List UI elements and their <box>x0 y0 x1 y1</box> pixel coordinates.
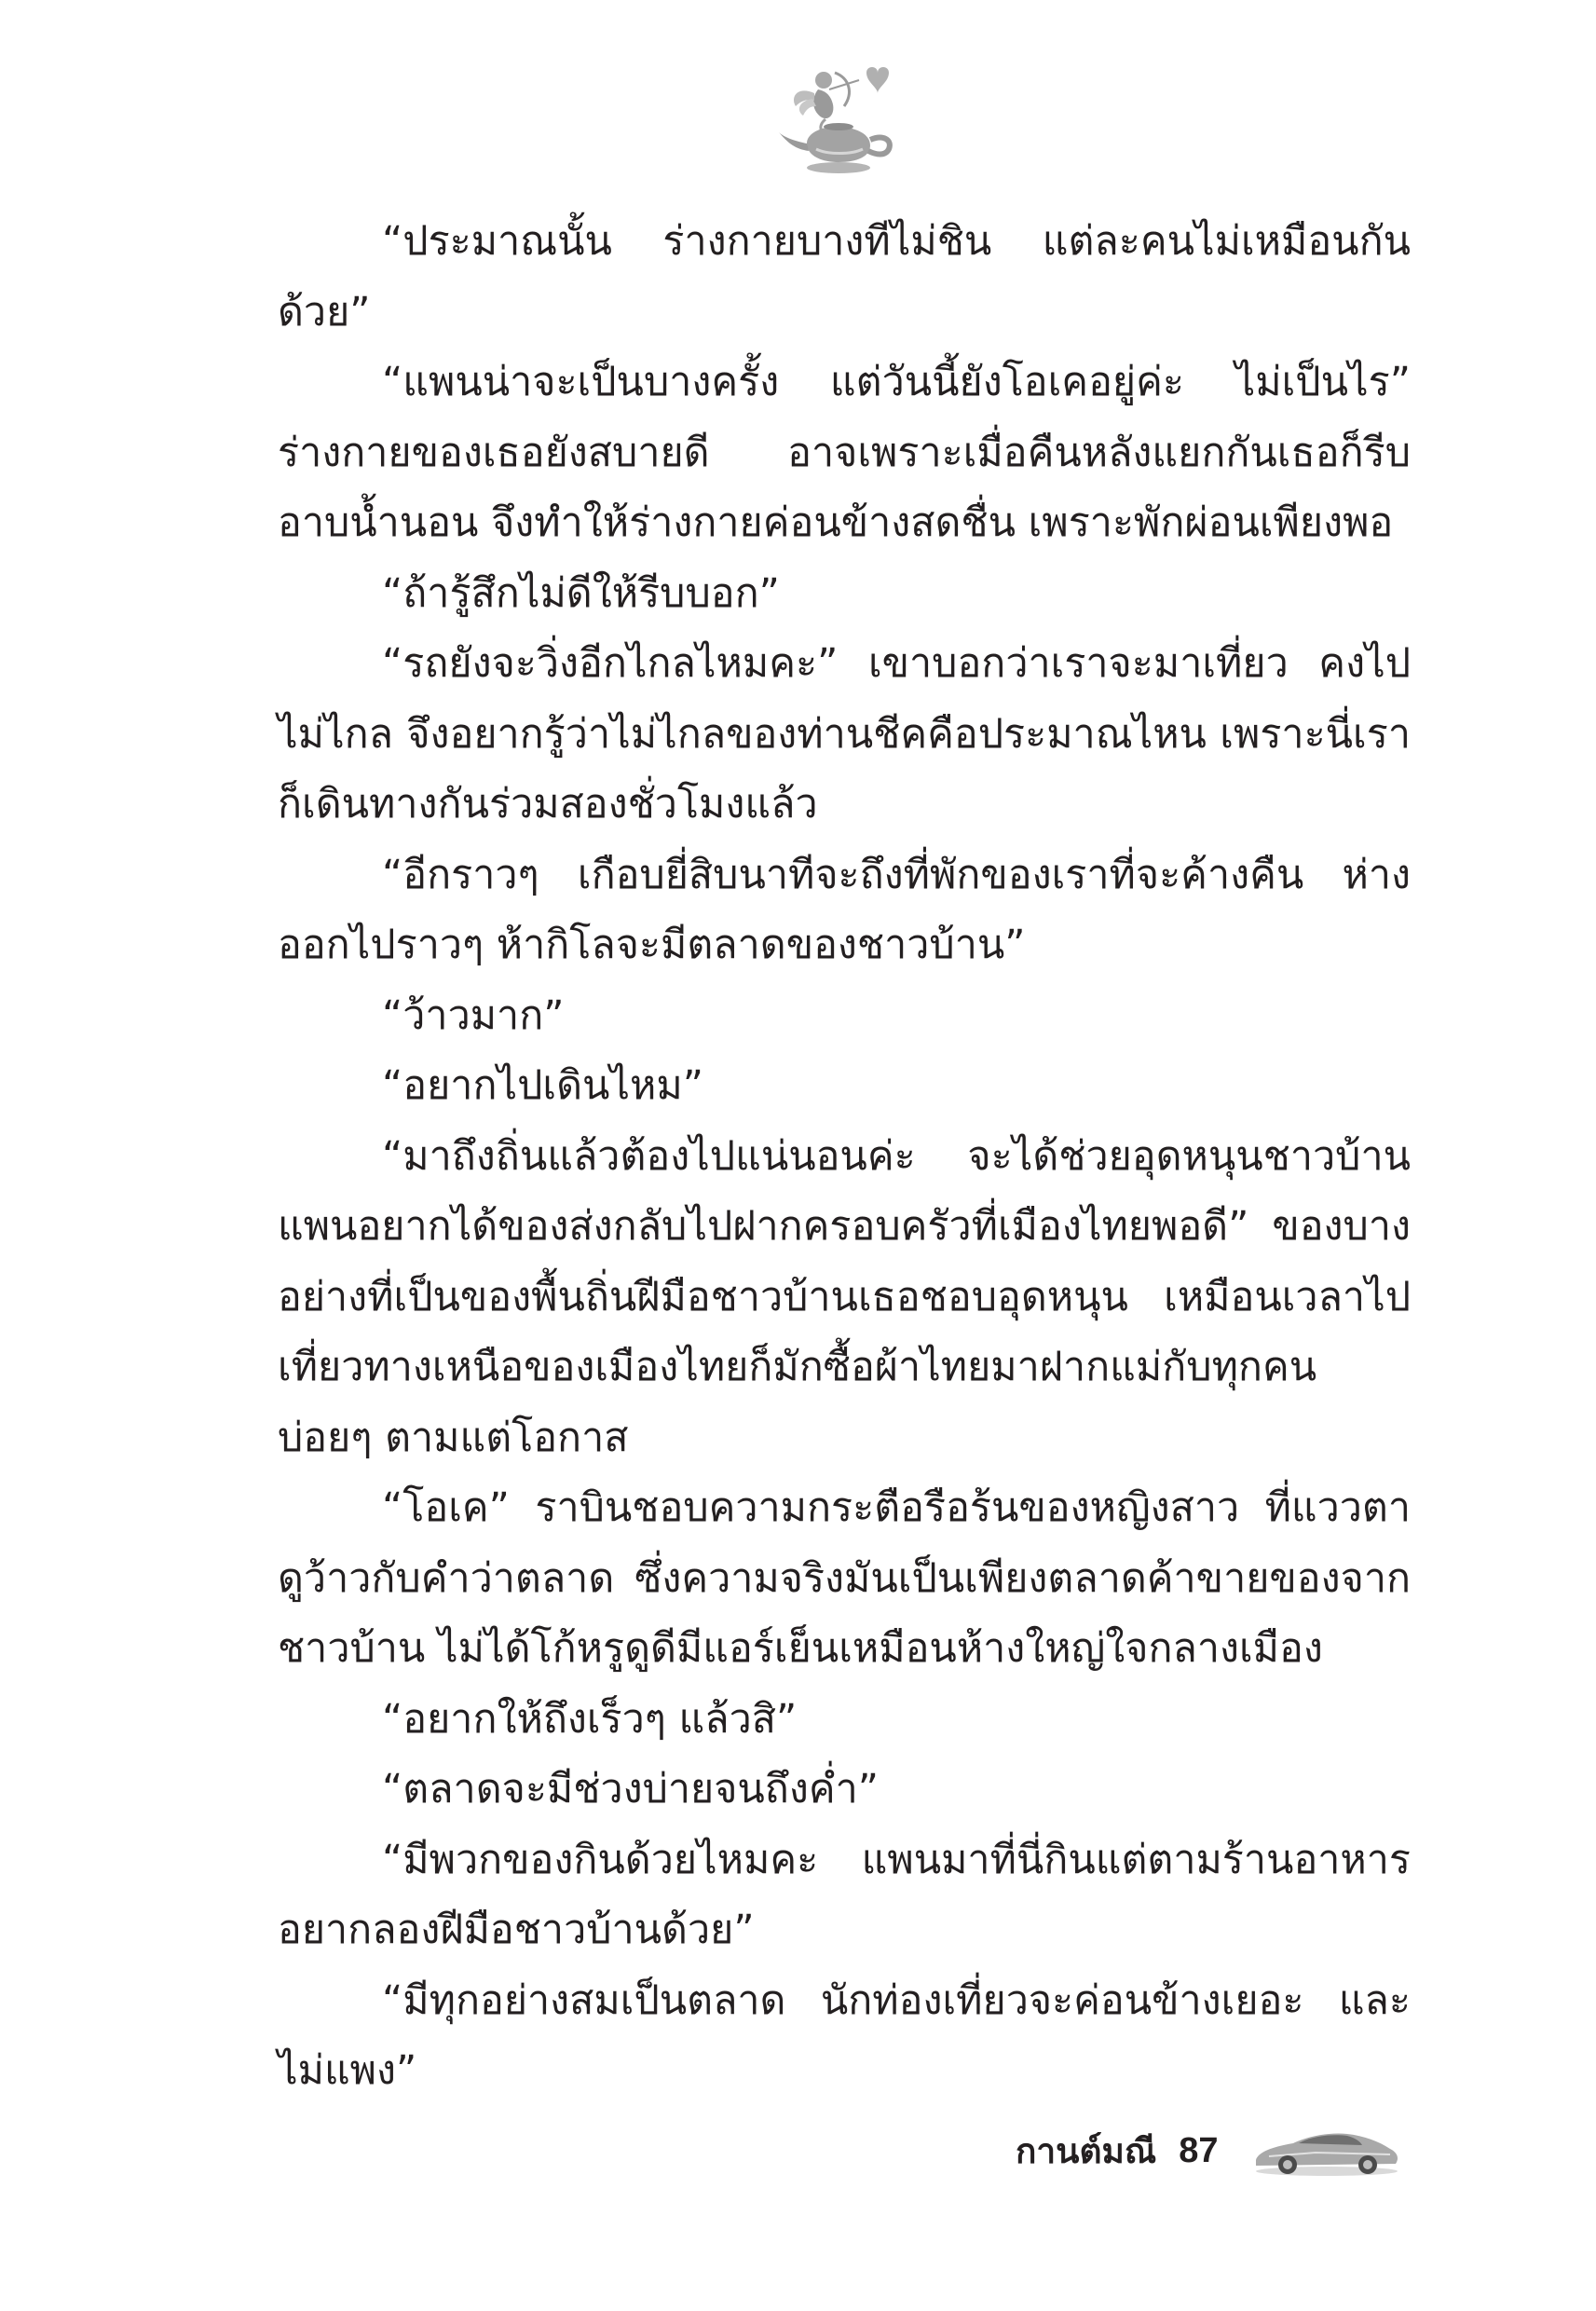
paragraph: “อยากไปเดินไหม” <box>382 1062 704 1109</box>
paragraph: “รถยังจะวิ่งอีกไกลไหมคะ” เขาบอกว่าเราจะมาเที่ยว คงไปไม่ไกล จึงอยากรู้ว่าไม่ไกลของท่านชีคคือประมาณไหน เพราะนี่เราก็เดินทางกันร่วมสองชั่วโมงแล้ว <box>278 640 1411 827</box>
page-number: 87 <box>1179 2130 1219 2170</box>
paragraph: “แพนน่าจะเป็นบางครั้ง แต่วันนี้ยังโอเคอยู่ค่ะ ไม่เป็นไร” ร่างกายของเธอยังสบายดี อาจเพราะเมื่อคืนหลังแยกกันเธอก็รีบอาบน้ำนอน จึงทำให้ร่างกายค่อนข้างสดชื่น เพราะพักผ่อนเพียงพอ <box>278 359 1411 546</box>
paragraph: “อยากให้ถึงเร็วๆ แล้วสิ” <box>382 1695 798 1743</box>
paragraph: “ตลาดจะมีช่วงบ่ายจนถึงค่ำ” <box>382 1766 880 1812</box>
page-footer <box>1016 2113 1401 2188</box>
paragraph: “มาถึงถิ่นแล้วต้องไปแน่นอนค่ะ จะได้ช่วยอุดหนุนชาวบ้าน แพนอยากได้ของส่งกลับไปฝากครอบครัวที่เมืองไทยพอดี” ของบางอย่างที่เป็นของพื้นถิ่นฝีมือชาวบ้านเธอชอบอุดหนุน เหมือนเวลาไปเที่ยวทางเหนือของเมืองไทยก็มักซื้อผ้าไทยมาฝากแม่กับทุกคนบ่อยๆ ตามแต่โอกาส <box>278 1132 1411 1461</box>
sports-car-icon <box>1250 2123 1401 2179</box>
paragraph: “อีกราวๆ เกือบยี่สิบนาทีจะถึงที่พักของเราที่จะค้างคืน ห่างออกไปราวๆ ห้ากิโลจะมีตลาดของชาวบ้าน” <box>278 851 1411 968</box>
story-text <box>278 207 1411 2107</box>
book-title: กานต์มณี <box>1016 2130 1157 2171</box>
paragraph: “มีพวกของกินด้วยไหมคะ แพนมาที่นี่กินแต่ตามร้านอาหาร อยากลองฝีมือชาวบ้านด้วย” <box>278 1836 1411 1953</box>
paragraph: “มีทุกอย่างสมเป็นตลาด นักท่องเที่ยวจะค่อนข้างเยอะ และไม่แพง” <box>278 1976 1411 2094</box>
paragraph: “ว้าวมาก” <box>382 991 565 1039</box>
paragraph: “ถ้ารู้สึกไม่ดีให้รีบบอก” <box>382 569 780 617</box>
paragraph: “ประมาณนั้น ร่างกายบางทีไม่ชิน แต่ละคนไม่เหมือนกันด้วย” <box>278 218 1411 335</box>
paragraph: “โอเค” ราบินชอบความกระตือรือร้นของหญิงสาว ที่แววตาดูว้าวกับคำว่าตลาด ซึ่งความจริงมันเป็นเพียงตลาดค้าขายของจากชาวบ้าน ไม่ได้โก้หรูดูดีมีแอร์เย็นเหมือนห้างใหญ่ใจกลางเมือง <box>278 1484 1411 1672</box>
cupid-teapot-ornament-icon <box>770 52 909 192</box>
